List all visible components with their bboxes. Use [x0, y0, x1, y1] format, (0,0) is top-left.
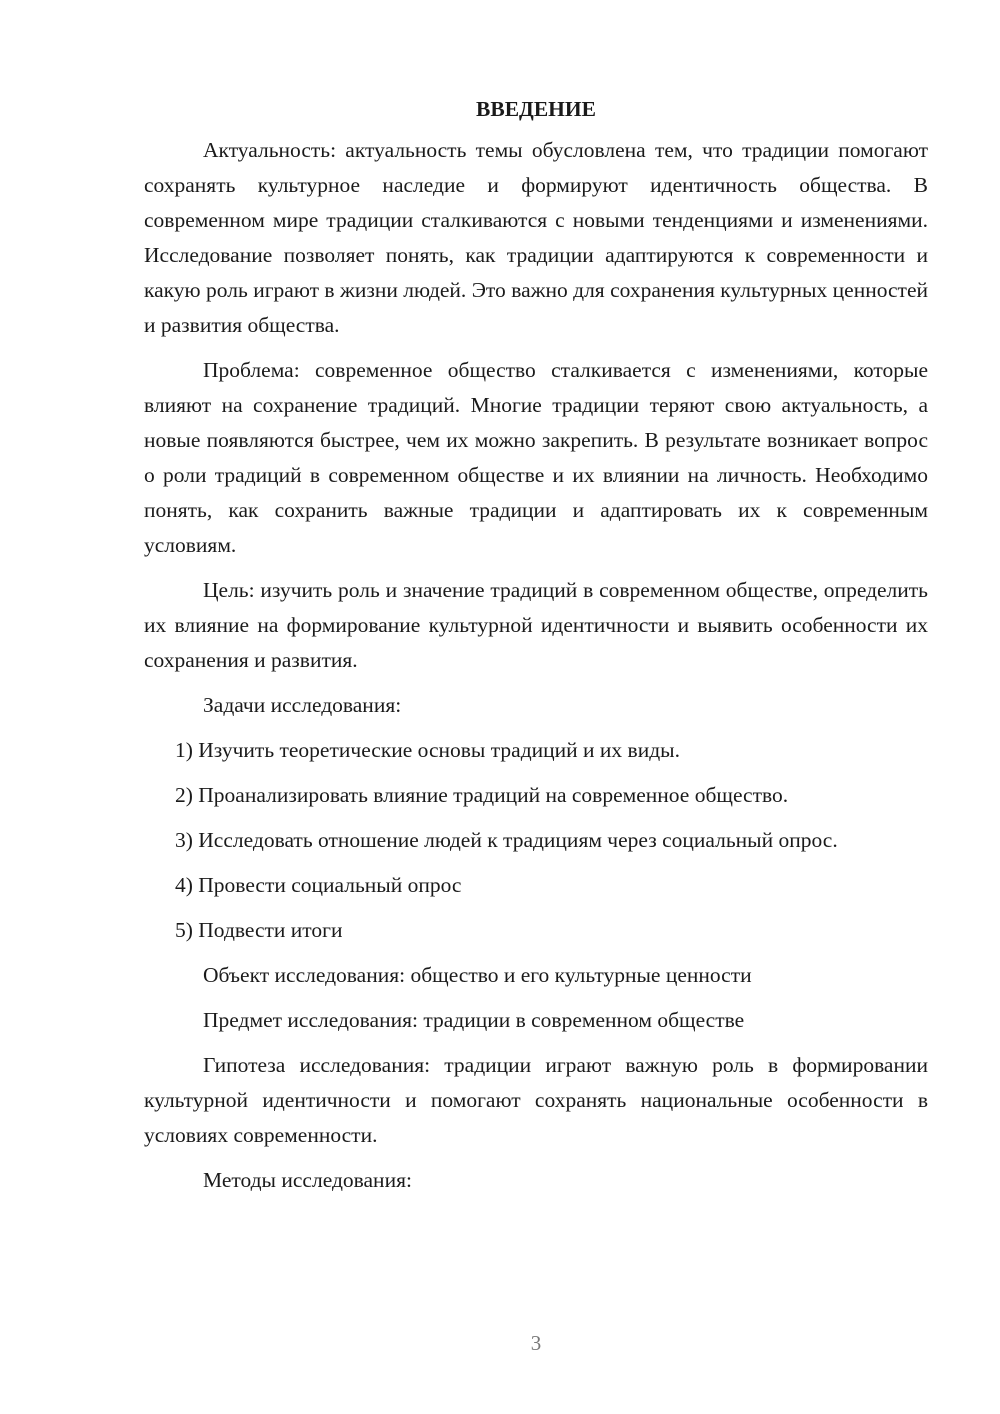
- task-item-5: 5) Подвести итоги: [175, 918, 343, 942]
- object-line: Объект исследования: общество и его культурные ценности: [203, 963, 752, 987]
- task-item-2: 2) Проанализировать влияние традиций на современное общество.: [175, 783, 789, 807]
- task-item-4: 4) Провести социальный опрос: [175, 873, 462, 897]
- subject-line: Предмет исследования: традиции в современном обществе: [203, 1008, 745, 1032]
- tasks-heading: Задачи исследования:: [203, 693, 402, 717]
- goal-paragraph: Цель: изучить роль и значение традиций в современном обществе, определить их влияние на формирование культурной идентичности и выявить особенности их сохранения и развития.: [144, 578, 928, 672]
- task-item-1: 1) Изучить теоретические основы традиций и их виды.: [175, 738, 680, 762]
- page-number: 3: [530, 1331, 542, 1355]
- methods-heading: Методы исследования:: [203, 1168, 412, 1192]
- hypothesis-paragraph: Гипотеза исследования: традиции играют важную роль в формировании культурной идентичности и помогают сохранять национальные особенности в условиях современности.: [144, 1053, 928, 1147]
- document-page: [144, 92, 928, 1208]
- task-item-3: 3) Исследовать отношение людей к традициям через социальный опрос.: [175, 828, 838, 852]
- section-title: ВВЕДЕНИЕ: [476, 97, 596, 121]
- relevance-paragraph: Актуальность: актуальность темы обусловлена тем, что традиции помогают сохранять культурное наследие и формируют идентичность общества. В современном мире традиции сталкиваются с новыми тенденциями и изменениями. Исследование позволяет понять, как традиции адаптируются к современности и какую роль играют в жизни людей. Это важно для сохранения культурных ценностей и развития общества.: [144, 138, 928, 337]
- problem-paragraph: Проблема: современное общество сталкивается с изменениями, которые влияют на сохранение традиций. Многие традиции теряют свою актуальность, а новые появляются быстрее, чем их можно закрепить. В результате возникает вопрос о роли традиций в современном обществе и их влиянии на личность. Необходимо понять, как сохранить важные традиции и адаптировать их к современным условиям.: [144, 358, 928, 557]
